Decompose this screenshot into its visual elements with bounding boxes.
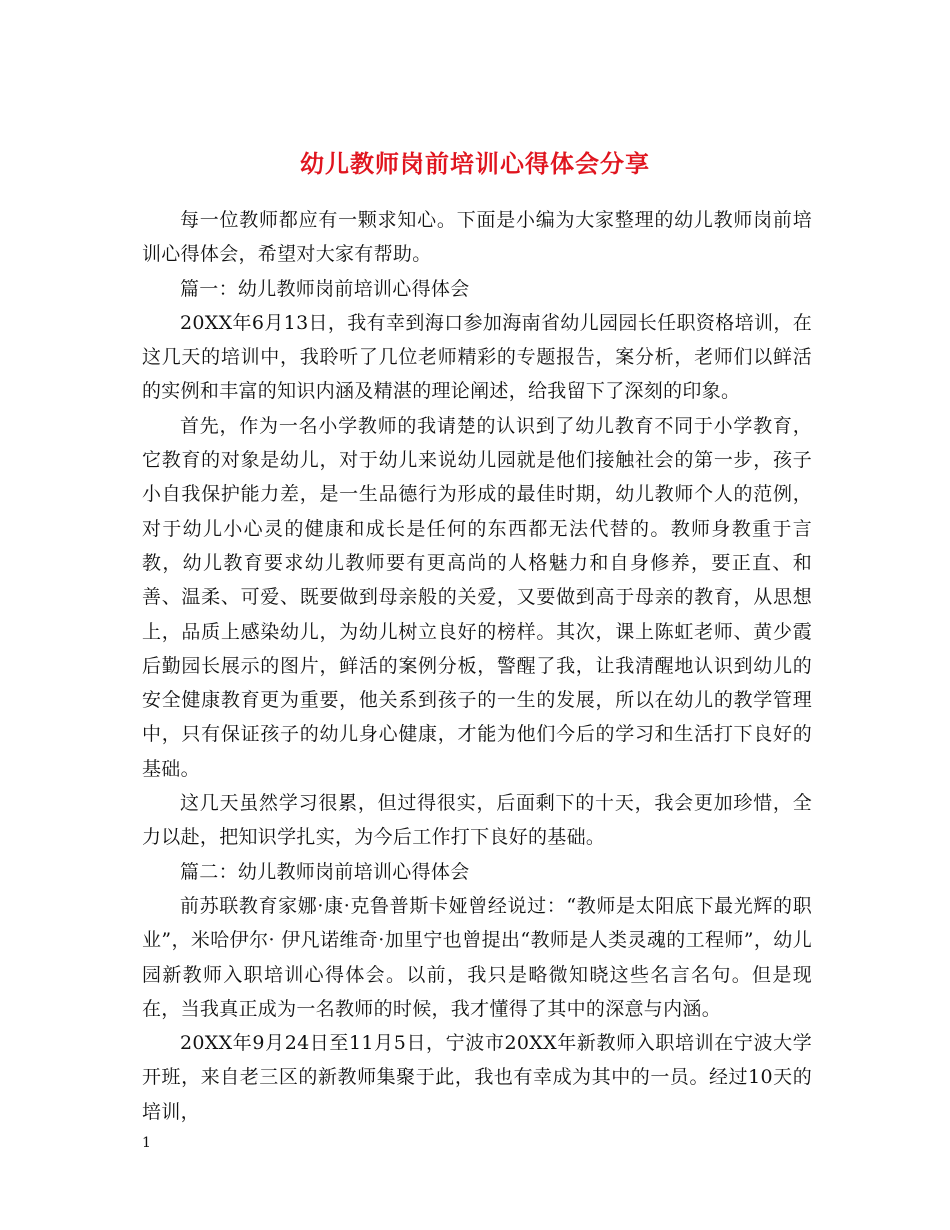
paragraph-intro: 每一位教师都应有一颗求知心。下面是小编为大家整理的幼儿教师岗前培训心得体会，希望对大家有帮助。 — [142, 209, 812, 266]
document-title: 幼儿教师岗前培训心得体会分享 — [300, 149, 650, 179]
paragraph: 20XX年9月24日至11月5日，宁波市20XX年新教师入职培训在宁波大学开班，来自老三区的新教师集聚于此，我也有幸成为其中的一员。经过10天的培训， — [142, 1032, 812, 1123]
document-body — [142, 203, 812, 1129]
paragraph: 首先，作为一名小学教师的我请楚的认识到了幼儿教育不同于小学教育，它教育的对象是幼儿，对于幼儿来说幼儿园就是他们接触社会的第一步，孩子小自我保护能力差，是一生品德行为形成的最佳时期，幼儿教师个人的范例，对于幼儿小心灵的健康和成长是任何的东西都无法代替的。教师身教重于言教，幼儿教育要求幼儿教师要有更高尚的人格魅力和自身修养，要正直、和善、温柔、可爱、既要做到母亲般的关爱，又要做到高于母亲的教育，从思想上，品质上感染幼儿，为幼儿树立良好的榜样。其次，课上陈虹老师、黄少霞后勤园长展示的图片，鲜活的案例分板，警醒了我，让我清醒地认识到幼儿的安全健康教育更为重要，他关系到孩子的一生的发展，所以在幼儿的教学管理中，只有保证孩子的幼儿身心健康，才能为他们今后的学习和生活打下良好的基础。 — [142, 414, 812, 780]
page-number: 1 — [142, 1135, 151, 1151]
section-heading-2: 篇二：幼儿教师岗前培训心得体会 — [180, 860, 470, 883]
paragraph: 20XX年6月13日，我有幸到海口参加海南省幼儿园园长任职资格培训，在这几天的培训中，我聆听了几位老师精彩的专题报告，案分析，老师们以鲜活的实例和丰富的知识内涵及精湛的理论阐述，给我留下了深刻的印象。 — [142, 311, 812, 403]
paragraph: 这几天虽然学习很累，但过得很实，后面剩下的十天，我会更加珍惜，全力以赴，把知识学扎实，为今后工作打下良好的基础。 — [142, 792, 812, 849]
paragraph: 前苏联教育家娜·康·克鲁普斯卡娅曾经说过：“教师是太阳底下最光辉的职业”，米哈伊尔· 伊凡诺维奇·加里宁也曾提出“教师是人类灵魂的工程师”，幼儿园新教师入职培训心得体会。以前，我只是略微知晓这些名言名句。但是现在，当我真正成为一名教师的时候，我才懂得了其中的深意与内涵。 — [142, 894, 812, 1020]
section-heading-1: 篇一：幼儿教师岗前培训心得体会 — [180, 277, 470, 300]
